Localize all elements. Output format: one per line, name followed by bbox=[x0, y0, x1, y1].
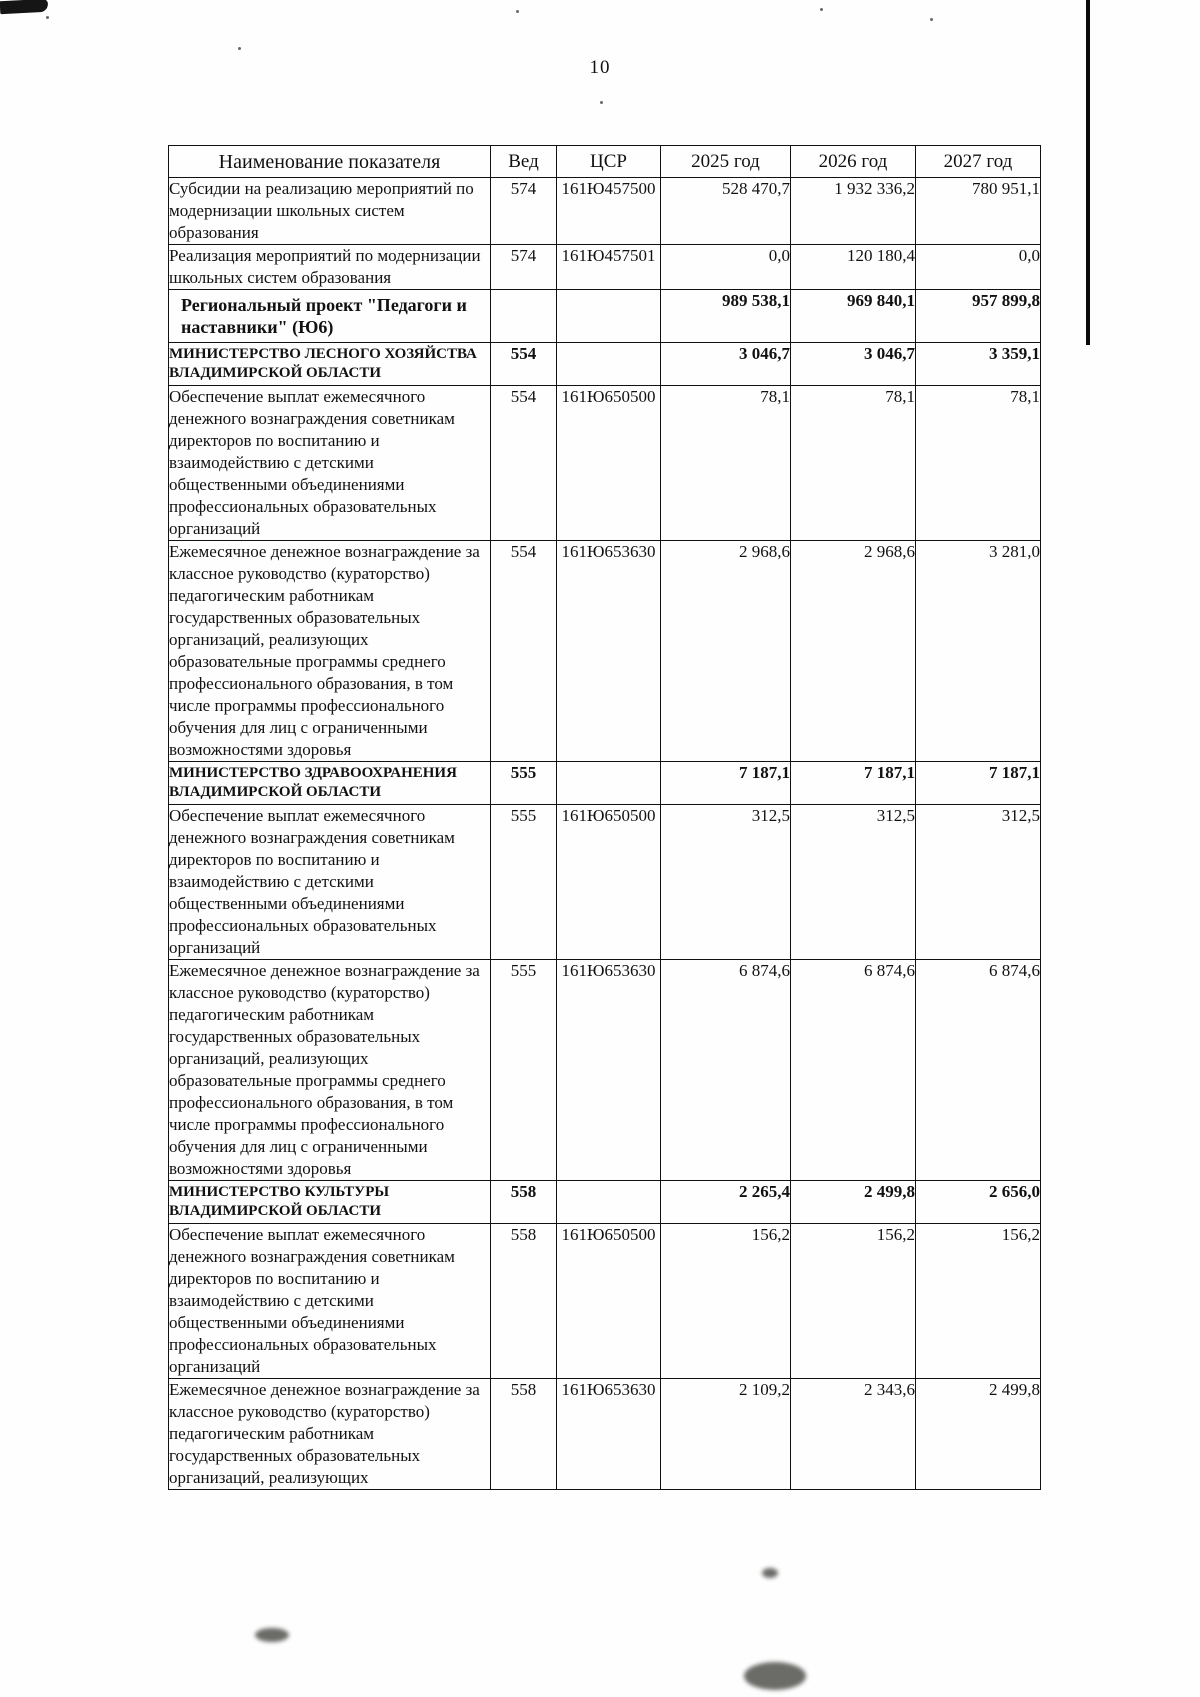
scan-smudge bbox=[762, 1568, 778, 1578]
cell-name: МИНИСТЕРСТВО КУЛЬТУРЫ ВЛАДИМИРСКОЙ ОБЛАСТИ bbox=[169, 1181, 491, 1224]
cell-name: Региональный проект "Педагоги и наставники" (Ю6) bbox=[169, 290, 491, 343]
cell-y2025: 2 968,6 bbox=[661, 541, 791, 762]
cell-name: Ежемесячное денежное вознаграждение за классное руководство (кураторство) педагогическим работникам государственных образовательных организаций, реализующих bbox=[169, 1379, 491, 1490]
table-row bbox=[169, 290, 1041, 343]
table-row bbox=[169, 541, 1041, 762]
cell-y2027: 7 187,1 bbox=[916, 762, 1041, 805]
cell-y2025: 312,5 bbox=[661, 805, 791, 960]
cell-name: МИНИСТЕРСТВО ЗДРАВООХРАНЕНИЯ ВЛАДИМИРСКОЙ ОБЛАСТИ bbox=[169, 762, 491, 805]
cell-ved: 555 bbox=[491, 960, 557, 1181]
cell-y2026: 1 932 336,2 bbox=[791, 178, 916, 245]
cell-y2025: 0,0 bbox=[661, 245, 791, 290]
header-2026: 2026 год bbox=[791, 146, 916, 178]
page-number: 10 bbox=[589, 57, 611, 78]
cell-y2026: 3 046,7 bbox=[791, 343, 916, 386]
cell-csr bbox=[557, 1181, 661, 1224]
header-2027: 2027 год bbox=[916, 146, 1041, 178]
budget-table bbox=[168, 145, 1041, 1490]
cell-ved: 558 bbox=[491, 1379, 557, 1490]
cell-y2026: 78,1 bbox=[791, 386, 916, 541]
scan-artifact-vertical-line bbox=[1086, 0, 1090, 345]
cell-ved: 558 bbox=[491, 1181, 557, 1224]
cell-y2027: 312,5 bbox=[916, 805, 1041, 960]
cell-name: Субсидии на реализацию мероприятий по модернизации школьных систем образования bbox=[169, 178, 491, 245]
cell-ved: 554 bbox=[491, 386, 557, 541]
cell-ved: 574 bbox=[491, 178, 557, 245]
table-row bbox=[169, 805, 1041, 960]
cell-y2025: 2 109,2 bbox=[661, 1379, 791, 1490]
cell-csr: 161Ю457500 bbox=[557, 178, 661, 245]
cell-y2026: 6 874,6 bbox=[791, 960, 916, 1181]
scan-smudge bbox=[255, 1628, 289, 1642]
table-row bbox=[169, 178, 1041, 245]
cell-y2027: 2 656,0 bbox=[916, 1181, 1041, 1224]
table-header bbox=[169, 146, 1041, 178]
table-row bbox=[169, 1379, 1041, 1490]
cell-y2025: 156,2 bbox=[661, 1224, 791, 1379]
cell-csr: 161Ю653630 bbox=[557, 1379, 661, 1490]
cell-y2027: 2 499,8 bbox=[916, 1379, 1041, 1490]
cell-y2026: 969 840,1 bbox=[791, 290, 916, 343]
scan-speck bbox=[516, 10, 519, 13]
table-row bbox=[169, 386, 1041, 541]
cell-ved: 554 bbox=[491, 343, 557, 386]
cell-csr bbox=[557, 290, 661, 343]
cell-y2026: 2 968,6 bbox=[791, 541, 916, 762]
scan-smudge bbox=[744, 1662, 806, 1690]
cell-y2025: 2 265,4 bbox=[661, 1181, 791, 1224]
cell-y2026: 120 180,4 bbox=[791, 245, 916, 290]
cell-csr: 161Ю653630 bbox=[557, 960, 661, 1181]
cell-y2025: 78,1 bbox=[661, 386, 791, 541]
cell-csr: 161Ю650500 bbox=[557, 386, 661, 541]
header-2025: 2025 год bbox=[661, 146, 791, 178]
cell-y2026: 2 343,6 bbox=[791, 1379, 916, 1490]
cell-y2027: 957 899,8 bbox=[916, 290, 1041, 343]
scan-speck bbox=[600, 101, 603, 104]
scan-speck bbox=[930, 18, 933, 21]
cell-csr: 161Ю650500 bbox=[557, 805, 661, 960]
cell-ved: 558 bbox=[491, 1224, 557, 1379]
cell-name: Обеспечение выплат ежемесячного денежного вознаграждения советникам директоров по воспитанию и взаимодействию с детскими общественными объединениями профессиональных образовательных организаций bbox=[169, 805, 491, 960]
cell-y2027: 0,0 bbox=[916, 245, 1041, 290]
cell-ved: 555 bbox=[491, 762, 557, 805]
header-ved: Вед bbox=[491, 146, 557, 178]
cell-ved bbox=[491, 290, 557, 343]
cell-name: МИНИСТЕРСТВО ЛЕСНОГО ХОЗЯЙСТВА ВЛАДИМИРСКОЙ ОБЛАСТИ bbox=[169, 343, 491, 386]
cell-y2027: 3 359,1 bbox=[916, 343, 1041, 386]
cell-y2027: 78,1 bbox=[916, 386, 1041, 541]
cell-y2026: 312,5 bbox=[791, 805, 916, 960]
cell-ved: 554 bbox=[491, 541, 557, 762]
scan-speck bbox=[238, 47, 241, 50]
table-row bbox=[169, 1224, 1041, 1379]
cell-csr: 161Ю653630 bbox=[557, 541, 661, 762]
cell-y2025: 7 187,1 bbox=[661, 762, 791, 805]
header-row bbox=[169, 146, 1041, 178]
scan-artifact-corner-mark bbox=[0, 0, 48, 14]
cell-y2025: 6 874,6 bbox=[661, 960, 791, 1181]
cell-csr bbox=[557, 343, 661, 386]
cell-name: Обеспечение выплат ежемесячного денежного вознаграждения советникам директоров по воспитанию и взаимодействию с детскими общественными объединениями профессиональных образовательных организаций bbox=[169, 1224, 491, 1379]
cell-y2025: 528 470,7 bbox=[661, 178, 791, 245]
scan-speck bbox=[46, 16, 49, 19]
cell-ved: 555 bbox=[491, 805, 557, 960]
cell-y2027: 6 874,6 bbox=[916, 960, 1041, 1181]
table-row bbox=[169, 245, 1041, 290]
cell-name: Ежемесячное денежное вознаграждение за классное руководство (кураторство) педагогическим работникам государственных образовательных организаций, реализующих образовательные программы среднего профессионального образования, в том числе программы профессионального обучения для лиц с ограниченными возможностями здоровья bbox=[169, 541, 491, 762]
cell-y2026: 2 499,8 bbox=[791, 1181, 916, 1224]
header-csr: ЦСР bbox=[557, 146, 661, 178]
cell-y2027: 3 281,0 bbox=[916, 541, 1041, 762]
cell-y2026: 7 187,1 bbox=[791, 762, 916, 805]
cell-y2025: 989 538,1 bbox=[661, 290, 791, 343]
cell-csr: 161Ю650500 bbox=[557, 1224, 661, 1379]
cell-y2026: 156,2 bbox=[791, 1224, 916, 1379]
cell-name: Обеспечение выплат ежемесячного денежного вознаграждения советникам директоров по воспитанию и взаимодействию с детскими общественными объединениями профессиональных образовательных организаций bbox=[169, 386, 491, 541]
table-row bbox=[169, 343, 1041, 386]
cell-y2027: 780 951,1 bbox=[916, 178, 1041, 245]
cell-name: Реализация мероприятий по модернизации школьных систем образования bbox=[169, 245, 491, 290]
table-row bbox=[169, 762, 1041, 805]
cell-y2025: 3 046,7 bbox=[661, 343, 791, 386]
cell-csr bbox=[557, 762, 661, 805]
cell-name: Ежемесячное денежное вознаграждение за классное руководство (кураторство) педагогическим работникам государственных образовательных организаций, реализующих образовательные программы среднего профессионального образования, в том числе программы профессионального обучения для лиц с ограниченными возможностями здоровья bbox=[169, 960, 491, 1181]
cell-ved: 574 bbox=[491, 245, 557, 290]
table-body bbox=[169, 178, 1041, 1490]
header-name: Наименование показателя bbox=[169, 146, 491, 178]
cell-y2027: 156,2 bbox=[916, 1224, 1041, 1379]
table-row bbox=[169, 1181, 1041, 1224]
table-row bbox=[169, 960, 1041, 1181]
scan-speck bbox=[820, 8, 823, 11]
cell-csr: 161Ю457501 bbox=[557, 245, 661, 290]
